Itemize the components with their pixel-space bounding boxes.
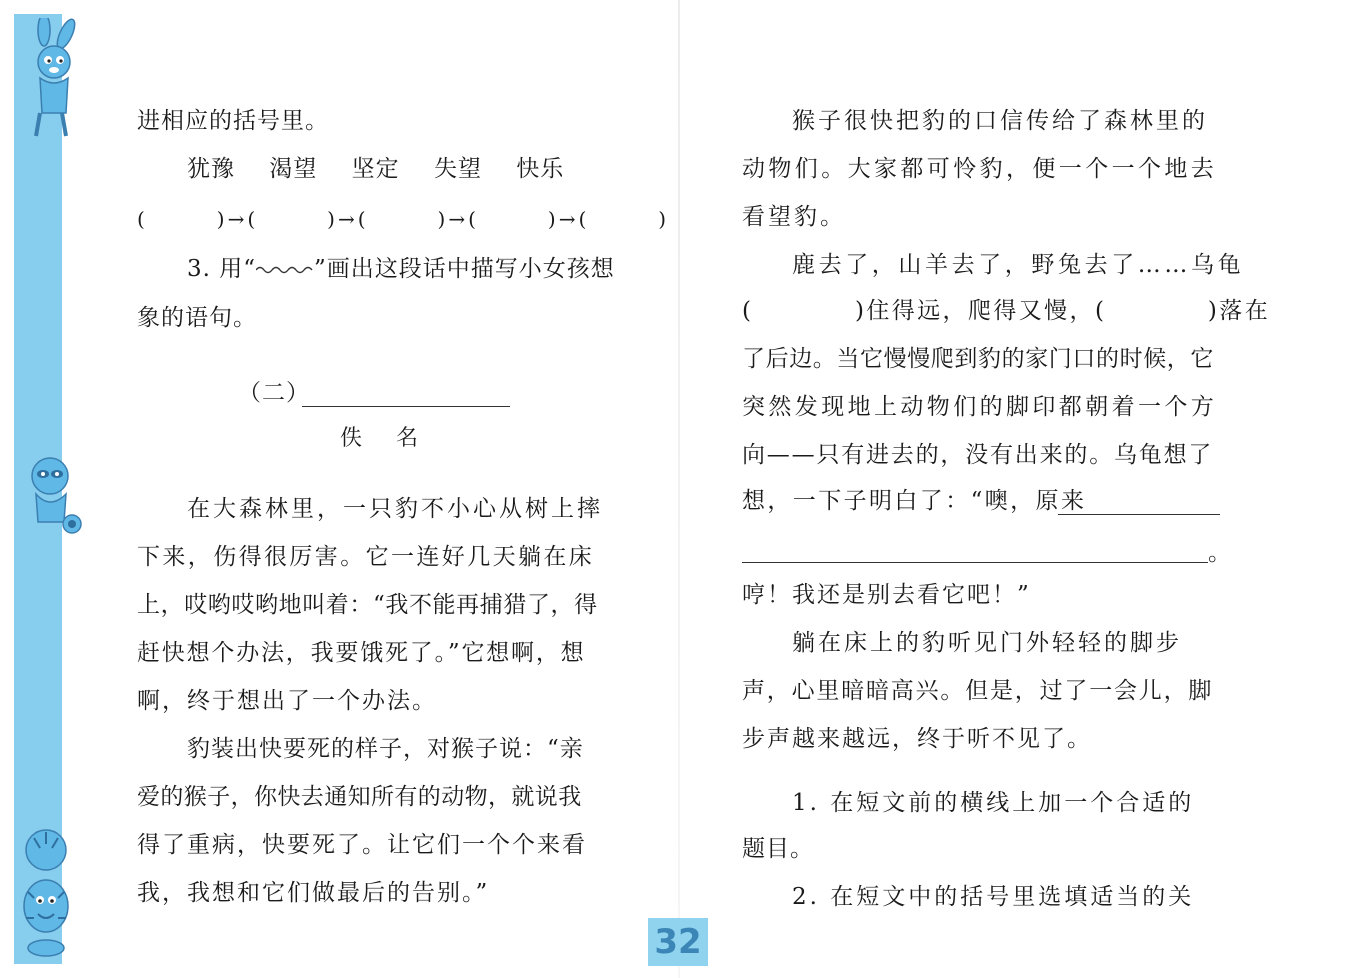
right-paragraph-line: 了后边。当它慢慢爬到豹的家门口的时候，它 [742, 346, 1214, 372]
page-number: 32 [648, 918, 708, 966]
author-name: 佚 名 [340, 426, 425, 451]
emotion-sequence-brackets: ( )→( )→( )→( )→( ) [137, 207, 670, 231]
left-paragraph-line: 豹装出快要死的样子，对猴子说：“亲 [187, 736, 584, 762]
left-paragraph-line: 得了重病，快要死了。让它们一个个来看 [137, 832, 587, 858]
page-gutter [678, 0, 680, 978]
left-paragraph-line: 上，哎哟哎哟地叫着：“我不能再捕猎了，得 [137, 592, 598, 618]
question-2: 2. 在短文中的括号里选填适当的关 [792, 884, 1195, 910]
wavy-underline-icon [256, 265, 314, 275]
question-1-line-2: 题目。 [742, 836, 814, 862]
right-paragraph-line: 躺在床上的豹听见门外轻轻的脚步 [792, 630, 1182, 656]
right-paragraph-line: 哼！我还是别去看它吧！” [742, 582, 1031, 608]
answer-blank-line[interactable] [742, 562, 1208, 563]
left-paragraph-line: 啊，终于想出了一个办法。 [137, 688, 437, 714]
title-blank-line[interactable] [302, 406, 510, 407]
right-paragraph-line: 猴子很快把豹的口信传给了森林里的 [792, 108, 1208, 134]
word-choice-list [187, 154, 564, 184]
question-1: 1. 在短文前的横线上加一个合适的 [792, 790, 1195, 816]
left-paragraph-line: 赶快想个办法，我要饿死了。”它想啊，想 [137, 640, 586, 666]
question-3-line-2: 象的语句。 [137, 305, 257, 331]
question-3 [187, 254, 615, 284]
right-paragraph-line: 声，心里暗暗高兴。但是，过了一会儿，脚 [742, 678, 1214, 704]
word-choice: 犹豫 [187, 156, 235, 182]
right-paragraph-line: 看望豹。 [742, 204, 846, 230]
question-3-suffix: ”画出这段话中描写小女孩想 [314, 256, 615, 282]
sentence-period: 。 [1208, 540, 1232, 566]
answer-blank-line[interactable] [1058, 514, 1220, 515]
word-choice: 坚定 [351, 156, 400, 182]
right-paragraph-line: 向——只有进去的，没有出来的。乌龟想了 [742, 442, 1214, 468]
left-paragraph-line: 我，我想和它们做最后的告别。” [137, 880, 490, 906]
raccoon-mascot-icon [14, 450, 84, 540]
left-line-1: 进相应的括号里。 [137, 108, 329, 134]
left-paragraph-line: 爱的猴子，你快去通知所有的动物，就说我 [137, 784, 582, 810]
tiger-mascot-icon [14, 822, 80, 962]
section-label: （二） [238, 380, 310, 406]
question-3-prefix: 3. 用“ [187, 256, 257, 282]
conjunction-blank-line[interactable]: ( )住得远，爬得又慢，( )落在 [742, 298, 1271, 324]
word-choice: 渴望 [269, 156, 318, 182]
right-paragraph-line: 鹿去了，山羊去了，野兔去了……乌龟 [792, 252, 1245, 278]
rabbit-mascot-icon [10, 18, 90, 138]
word-choice: 快乐 [516, 156, 565, 182]
left-paragraph-line: 在大森林里，一只豹不小心从树上摔 [187, 496, 603, 522]
word-choice: 失望 [433, 156, 482, 182]
right-paragraph-line: 动物们。大家都可怜豹，便一个一个地去 [742, 156, 1218, 182]
right-paragraph-line: 想，一下子明白了：“噢，原来 [742, 488, 1087, 514]
left-paragraph-line: 下来，伤得很厉害。它一连好几天躺在床 [137, 544, 595, 570]
right-paragraph-line: 步声越来越远，终于听不见了。 [742, 726, 1092, 752]
right-paragraph-line: 突然发现地上动物们的脚印都朝着一个方 [742, 394, 1218, 420]
